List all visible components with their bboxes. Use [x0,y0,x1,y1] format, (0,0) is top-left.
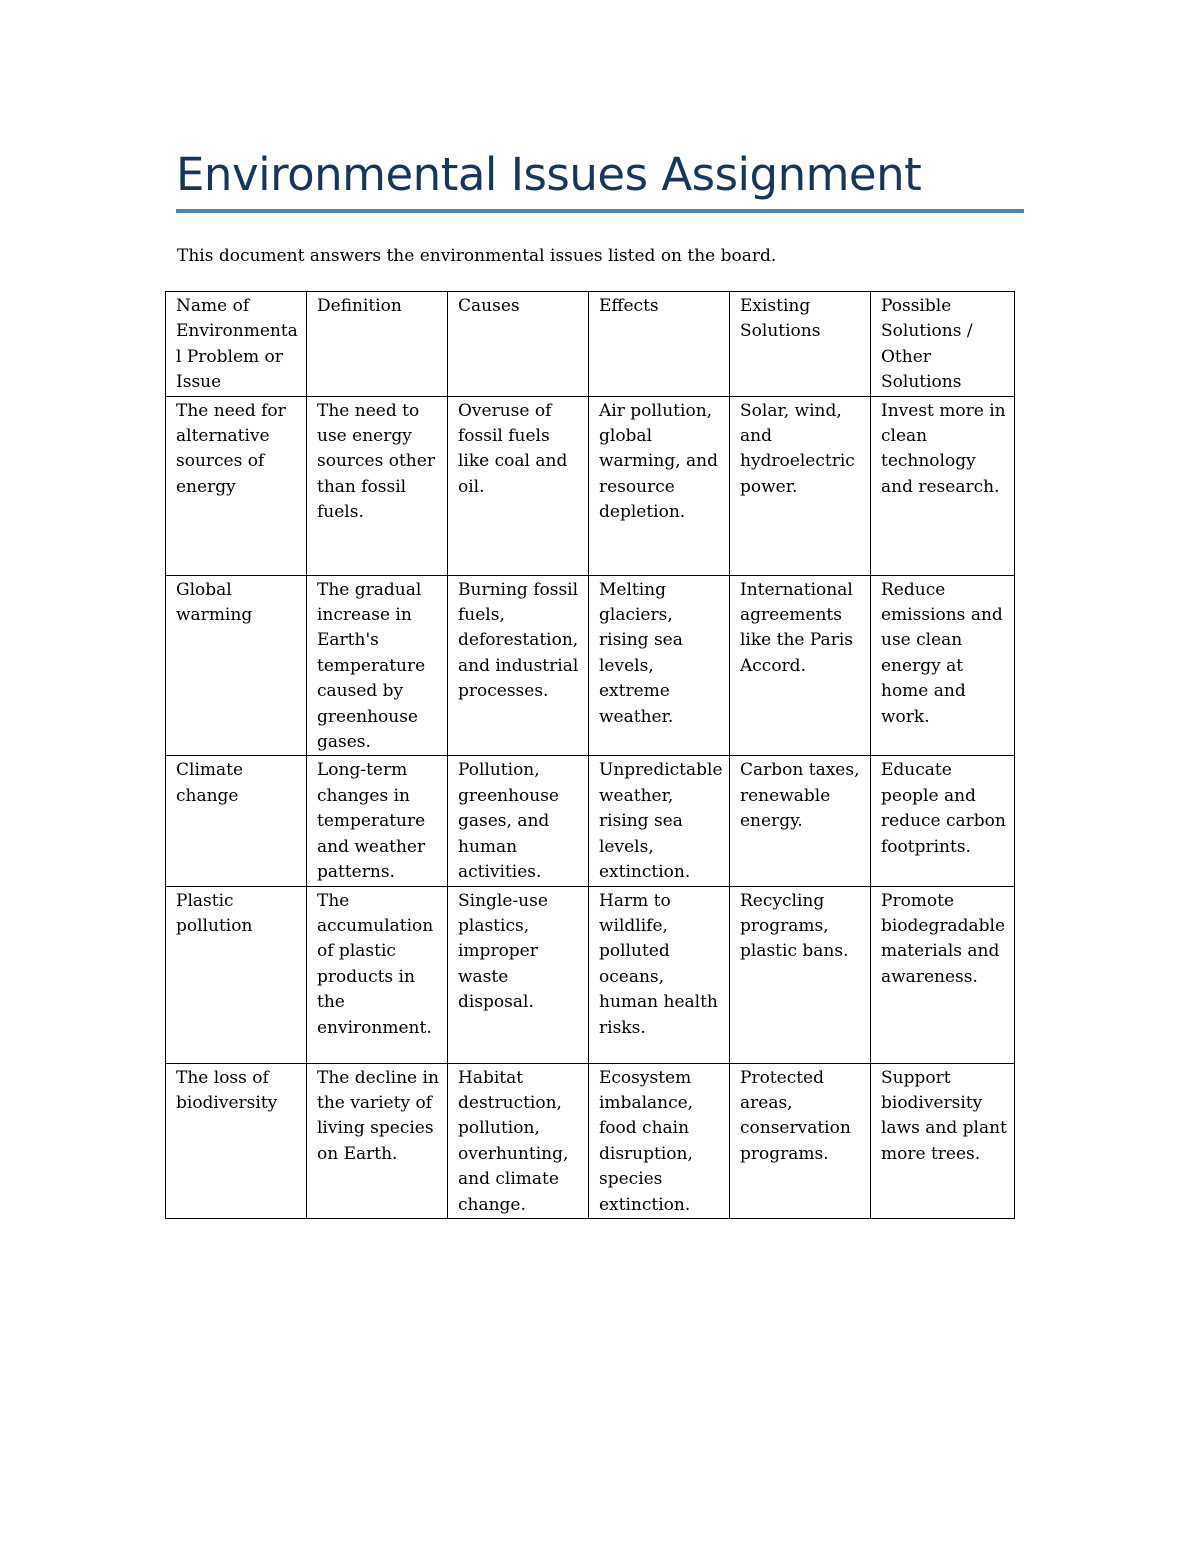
header-cell-causes: Causes [448,292,589,397]
table-row [166,886,1015,1063]
table-cell-existing-solutions: Solar, wind, and hydroelectric power. [730,396,871,575]
table-row [166,1063,1015,1218]
table-cell-existing-solutions: International agreements like the Paris Accord. [730,575,871,756]
table-cell-issue-name: Plastic pollution [166,886,307,1063]
table-cell-issue-name: The need for alternative sources of energy [166,396,307,575]
table-cell-causes: Burning fossil fuels, deforestation, and industrial processes. [448,575,589,756]
header-cell-possible-solutions: Possible Solutions / Other Solutions [871,292,1015,397]
table-cell-issue-name: Climate change [166,756,307,886]
table-cell-possible-solutions: Invest more in clean technology and research. [871,396,1015,575]
header-cell-effects: Effects [589,292,730,397]
table-cell-possible-solutions: Support biodiversity laws and plant more trees. [871,1063,1015,1218]
table-cell-possible-solutions: Reduce emissions and use clean energy at home and work. [871,575,1015,756]
table-cell-effects: Harm to wildlife, polluted oceans, human health risks. [589,886,730,1063]
table-cell-possible-solutions: Educate people and reduce carbon footprints. [871,756,1015,886]
table-cell-possible-solutions: Promote biodegradable materials and awareness. [871,886,1015,1063]
table-cell-causes: Single-use plastics, improper waste disposal. [448,886,589,1063]
table-cell-causes: Habitat destruction, pollution, overhunting, and climate change. [448,1063,589,1218]
table-cell-definition: The decline in the variety of living species on Earth. [307,1063,448,1218]
table-cell-definition: Long-term changes in temperature and weather patterns. [307,756,448,886]
table-row [166,575,1015,756]
table-row [166,396,1015,575]
table-cell-definition: The gradual increase in Earth's temperature caused by greenhouse gases. [307,575,448,756]
table-cell-issue-name: The loss of biodiversity [166,1063,307,1218]
table-cell-issue-name: Global warming [166,575,307,756]
header-cell-definition: Definition [307,292,448,397]
table-cell-existing-solutions: Carbon taxes, renewable energy. [730,756,871,886]
intro-paragraph: This document answers the environmental issues listed on the board. [177,246,777,266]
title-underline [176,209,1024,213]
table-cell-existing-solutions: Protected areas, conservation programs. [730,1063,871,1218]
environmental-issues-table [165,291,1015,1219]
table-cell-causes: Pollution, greenhouse gases, and human activities. [448,756,589,886]
table-row [166,756,1015,886]
table-cell-existing-solutions: Recycling programs, plastic bans. [730,886,871,1063]
table-header-row [166,292,1015,397]
table-cell-effects: Melting glaciers, rising sea levels, extreme weather. [589,575,730,756]
header-cell-issue-name: Name of Environmental Problem or Issue [166,292,307,397]
table-cell-definition: The accumulation of plastic products in the environment. [307,886,448,1063]
table-cell-causes: Overuse of fossil fuels like coal and oil. [448,396,589,575]
page-title: Environmental Issues Assignment [176,148,922,201]
table-cell-effects: Unpredictable weather, rising sea levels, extinction. [589,756,730,886]
header-cell-existing-solutions: Existing Solutions [730,292,871,397]
table-cell-effects: Ecosystem imbalance, food chain disruption, species extinction. [589,1063,730,1218]
table-cell-definition: The need to use energy sources other than fossil fuels. [307,396,448,575]
table-cell-effects: Air pollution, global warming, and resource depletion. [589,396,730,575]
